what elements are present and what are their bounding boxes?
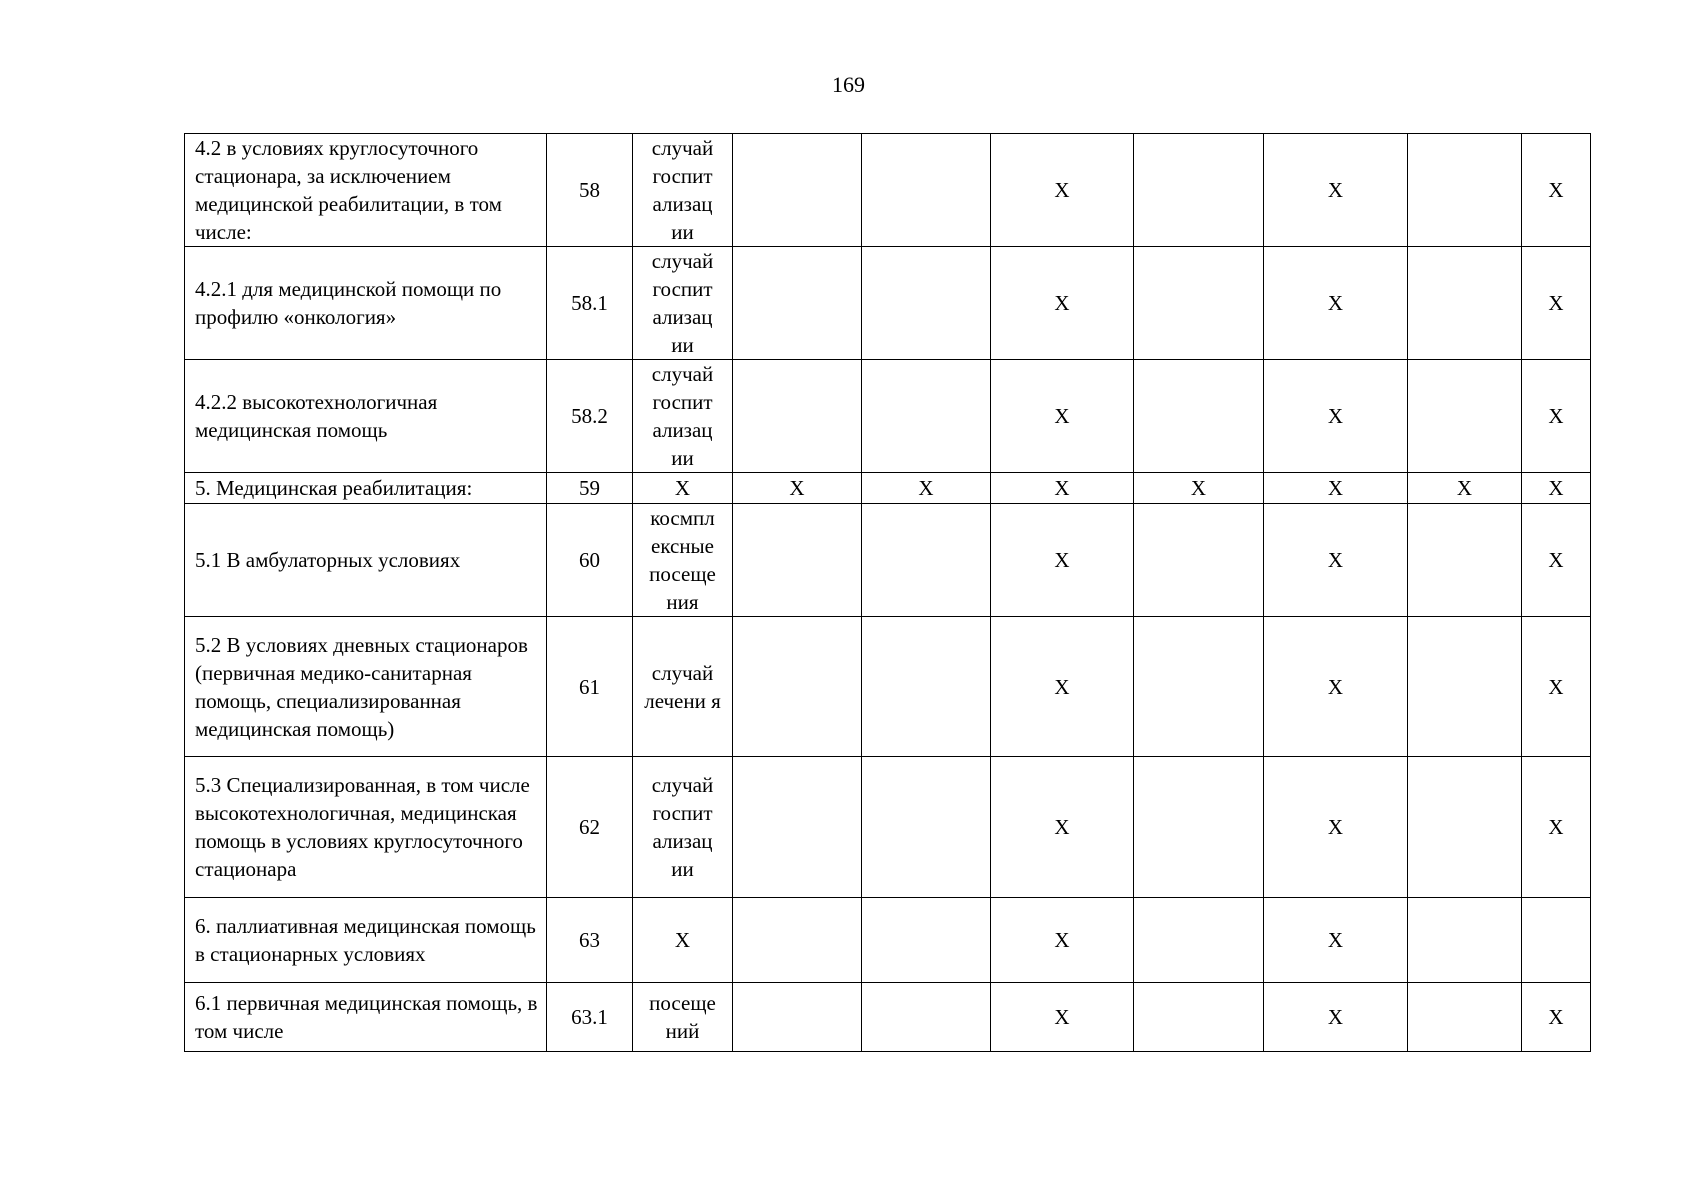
value-cell: X xyxy=(1264,134,1408,247)
value-cell: X xyxy=(991,134,1134,247)
unit-cell: космпл ексные посеще ния xyxy=(633,504,733,617)
table-row xyxy=(185,983,1591,1052)
value-cell xyxy=(1134,134,1264,247)
unit-cell: случай госпит ализац ии xyxy=(633,134,733,247)
value-cell xyxy=(862,983,991,1052)
row-name-cell: 5.2 В условиях дневных стационаров (первичная медико-санитарная помощь, специализированная медицинская помощь) xyxy=(185,617,547,757)
row-name-cell: 6. паллиативная медицинская помощь в стационарных условиях xyxy=(185,898,547,983)
value-cell: X xyxy=(862,473,991,504)
row-name-cell: 5.3 Специализированная, в том числе высокотехнологичная, медицинская помощь в условиях круглосуточного стационара xyxy=(185,757,547,898)
value-cell: X xyxy=(1522,360,1591,473)
value-cell xyxy=(1134,983,1264,1052)
value-cell xyxy=(1408,360,1522,473)
row-name-cell: 6.1 первичная медицинская помощь, в том числе xyxy=(185,983,547,1052)
value-cell: X xyxy=(1522,134,1591,247)
value-cell xyxy=(862,134,991,247)
row-name-cell: 5.1 В амбулаторных условиях xyxy=(185,504,547,617)
value-cell xyxy=(733,983,862,1052)
row-code-cell: 60 xyxy=(547,504,633,617)
value-cell: X xyxy=(1264,247,1408,360)
table-row xyxy=(185,473,1591,504)
value-cell xyxy=(733,757,862,898)
row-code-cell: 58.2 xyxy=(547,360,633,473)
row-name-cell: 4.2.1 для медицинской помощи по профилю «онкология» xyxy=(185,247,547,360)
unit-cell: посеще ний xyxy=(633,983,733,1052)
value-cell: X xyxy=(991,473,1134,504)
unit-cell: случай госпит ализац ии xyxy=(633,757,733,898)
value-cell xyxy=(1134,617,1264,757)
row-code-cell: 58 xyxy=(547,134,633,247)
value-cell: X xyxy=(1134,473,1264,504)
value-cell xyxy=(1134,360,1264,473)
value-cell: X xyxy=(1264,473,1408,504)
value-cell xyxy=(1408,504,1522,617)
value-cell: X xyxy=(1522,757,1591,898)
value-cell xyxy=(862,757,991,898)
row-code-cell: 61 xyxy=(547,617,633,757)
table-row xyxy=(185,360,1591,473)
value-cell: X xyxy=(1264,617,1408,757)
value-cell: X xyxy=(991,504,1134,617)
table-row xyxy=(185,134,1591,247)
table-row xyxy=(185,757,1591,898)
row-code-cell: 63.1 xyxy=(547,983,633,1052)
value-cell: X xyxy=(991,898,1134,983)
value-cell: X xyxy=(1264,504,1408,617)
row-code-cell: 62 xyxy=(547,757,633,898)
table-row xyxy=(185,617,1591,757)
unit-cell: X xyxy=(633,898,733,983)
value-cell: X xyxy=(1264,898,1408,983)
value-cell: X xyxy=(1522,617,1591,757)
value-cell: X xyxy=(1522,504,1591,617)
value-cell: X xyxy=(991,757,1134,898)
row-name-cell: 5. Медицинская реабилитация: xyxy=(185,473,547,504)
row-name-cell: 4.2.2 высокотехнологичная медицинская помощь xyxy=(185,360,547,473)
value-cell xyxy=(862,360,991,473)
value-cell: X xyxy=(1264,983,1408,1052)
unit-cell: случай госпит ализац ии xyxy=(633,360,733,473)
value-cell xyxy=(1134,504,1264,617)
value-cell xyxy=(862,898,991,983)
value-cell xyxy=(1408,247,1522,360)
unit-cell: случай лечени я xyxy=(633,617,733,757)
unit-cell: случай госпит ализац ии xyxy=(633,247,733,360)
value-cell: X xyxy=(991,617,1134,757)
value-cell xyxy=(733,247,862,360)
value-cell xyxy=(862,247,991,360)
table-row xyxy=(185,247,1591,360)
value-cell xyxy=(1408,983,1522,1052)
value-cell: X xyxy=(1522,983,1591,1052)
value-cell xyxy=(862,504,991,617)
value-cell xyxy=(1134,898,1264,983)
row-code-cell: 63 xyxy=(547,898,633,983)
value-cell xyxy=(1408,757,1522,898)
value-cell: X xyxy=(1264,757,1408,898)
value-cell: X xyxy=(991,983,1134,1052)
value-cell xyxy=(1408,617,1522,757)
table-row xyxy=(185,898,1591,983)
value-cell: X xyxy=(991,360,1134,473)
value-cell: X xyxy=(733,473,862,504)
row-code-cell: 58.1 xyxy=(547,247,633,360)
value-cell xyxy=(733,504,862,617)
value-cell xyxy=(1408,134,1522,247)
table-row xyxy=(185,504,1591,617)
value-cell xyxy=(862,617,991,757)
value-cell xyxy=(733,134,862,247)
page-number: 169 xyxy=(832,72,865,97)
data-table xyxy=(184,133,1591,1052)
value-cell: X xyxy=(1264,360,1408,473)
value-cell: X xyxy=(1408,473,1522,504)
value-cell: X xyxy=(1522,247,1591,360)
value-cell xyxy=(733,617,862,757)
value-cell xyxy=(733,898,862,983)
value-cell xyxy=(1522,898,1591,983)
row-code-cell: 59 xyxy=(547,473,633,504)
row-name-cell: 4.2 в условиях круглосуточного стационара, за исключением медицинской реабилитации, в том числе: xyxy=(185,134,547,247)
value-cell xyxy=(1134,247,1264,360)
value-cell: X xyxy=(991,247,1134,360)
value-cell xyxy=(1134,757,1264,898)
value-cell: X xyxy=(1522,473,1591,504)
value-cell xyxy=(733,360,862,473)
unit-cell: X xyxy=(633,473,733,504)
value-cell xyxy=(1408,898,1522,983)
